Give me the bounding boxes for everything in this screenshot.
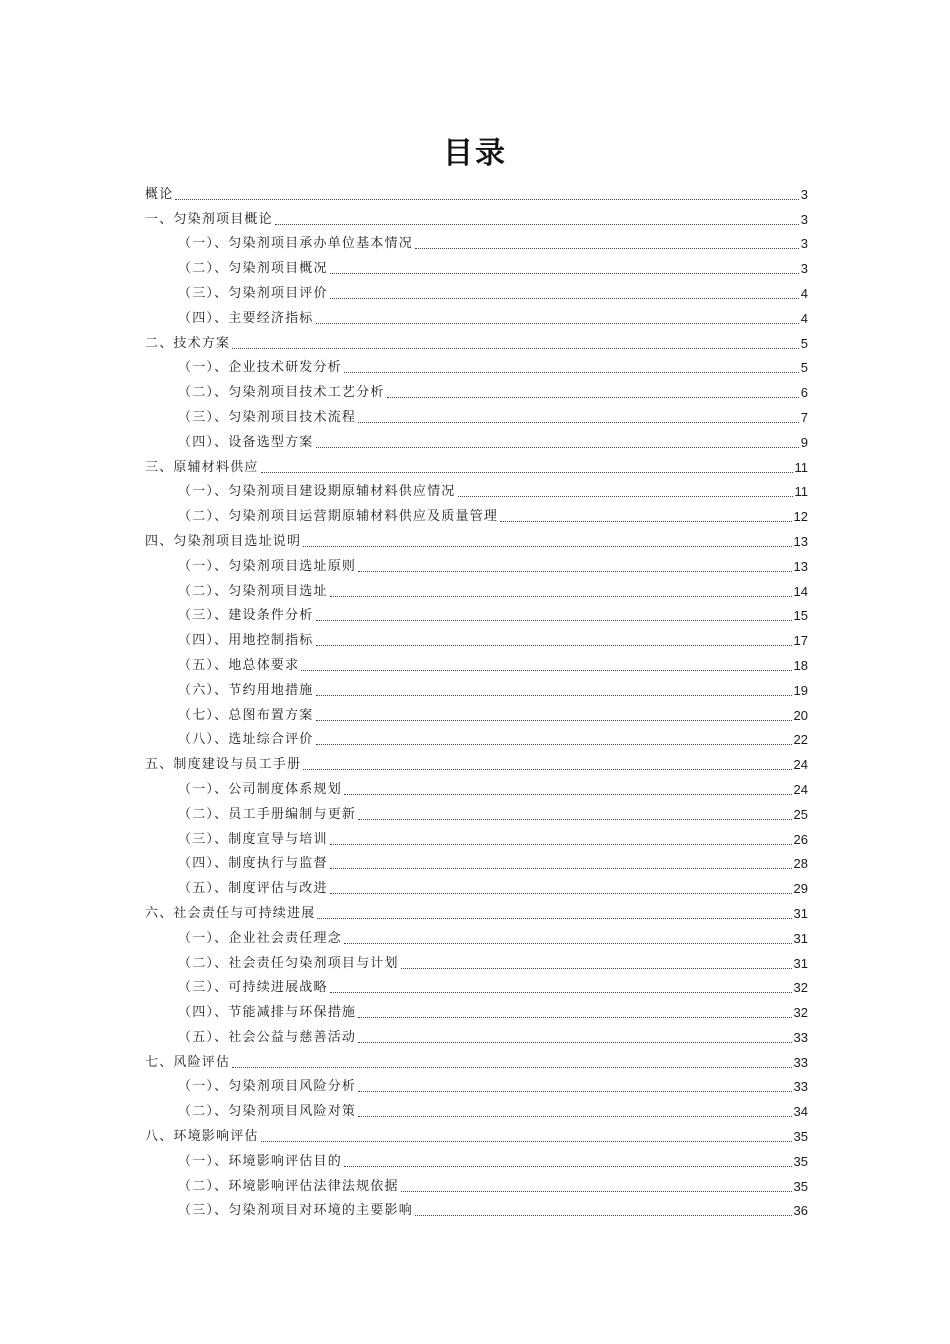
toc-dot-leader bbox=[316, 743, 792, 745]
toc-entry-page-number: 15 bbox=[793, 608, 808, 624]
toc-dot-leader bbox=[316, 446, 799, 448]
toc-entry[interactable] bbox=[145, 476, 808, 501]
toc-dot-leader bbox=[316, 644, 792, 646]
toc-entry-page-number: 9 bbox=[800, 434, 808, 450]
toc-entry-label: 八、环境影响评估 bbox=[145, 1129, 259, 1145]
toc-entry[interactable] bbox=[145, 897, 808, 922]
toc-entry-page-number: 4 bbox=[800, 285, 808, 301]
toc-entry-page-number: 3 bbox=[800, 211, 808, 227]
toc-entry[interactable] bbox=[145, 600, 808, 625]
toc-entry-label: 七、风险评估 bbox=[145, 1054, 231, 1070]
toc-entry[interactable] bbox=[145, 848, 808, 873]
toc-entry-page-number: 19 bbox=[793, 682, 808, 698]
toc-entry-label: （四）、用地控制指标 bbox=[178, 633, 314, 649]
toc-dot-leader bbox=[358, 1016, 791, 1018]
toc-entry-label: （三）、制度宣导与培训 bbox=[178, 831, 328, 847]
toc-entry-label: （一）、企业社会责任理念 bbox=[178, 930, 342, 946]
toc-entry[interactable] bbox=[145, 1021, 808, 1046]
toc-entry[interactable] bbox=[145, 674, 808, 699]
toc-dot-leader bbox=[401, 967, 792, 969]
toc-entry[interactable] bbox=[145, 872, 808, 897]
toc-entry-label: （七）、总图布置方案 bbox=[178, 707, 314, 723]
toc-entry-label: 五、制度建设与员工手册 bbox=[145, 757, 302, 773]
toc-entry-label: （一）、企业技术研发分析 bbox=[178, 360, 342, 376]
toc-dot-leader bbox=[261, 471, 793, 473]
toc-entry-label: 一、匀染剂项目概论 bbox=[145, 211, 273, 227]
toc-entry-page-number: 3 bbox=[800, 236, 808, 252]
toc-entry[interactable] bbox=[145, 699, 808, 724]
toc-entry[interactable] bbox=[145, 401, 808, 426]
toc-dot-leader bbox=[330, 843, 792, 845]
toc-entry-page-number: 33 bbox=[793, 1079, 808, 1095]
toc-entry-label: 六、社会责任与可持续进展 bbox=[145, 905, 316, 921]
toc-entry-label: 三、原辅材料供应 bbox=[145, 459, 259, 475]
toc-entry[interactable] bbox=[145, 823, 808, 848]
toc-entry[interactable] bbox=[145, 252, 808, 277]
toc-dot-leader bbox=[301, 669, 791, 671]
toc-entry-label: （四）、制度执行与监督 bbox=[178, 856, 328, 872]
toc-entry-label: （一）、匀染剂项目承办单位基本情况 bbox=[178, 236, 413, 252]
toc-entry-page-number: 31 bbox=[793, 930, 808, 946]
toc-entry[interactable] bbox=[145, 1170, 808, 1195]
toc-entry-page-number: 13 bbox=[793, 558, 808, 574]
toc-entry-label: （二）、匀染剂项目风险对策 bbox=[178, 1104, 357, 1120]
toc-entry-label: （五）、地总体要求 bbox=[178, 657, 300, 673]
toc-entry-label: （三）、可持续进展战略 bbox=[178, 980, 328, 996]
toc-entry-page-number: 6 bbox=[800, 385, 808, 401]
toc-entry[interactable] bbox=[145, 649, 808, 674]
toc-entry[interactable] bbox=[145, 996, 808, 1021]
toc-entry-page-number: 5 bbox=[800, 360, 808, 376]
toc-entry-label: 四、匀染剂项目选址说明 bbox=[145, 533, 302, 549]
toc-entry-page-number: 11 bbox=[794, 484, 808, 500]
toc-dot-leader bbox=[330, 272, 799, 274]
toc-dot-leader bbox=[358, 421, 799, 423]
toc-entry[interactable] bbox=[145, 947, 808, 972]
toc-dot-leader bbox=[330, 297, 799, 299]
toc-entry-page-number: 7 bbox=[800, 409, 808, 425]
toc-entry-page-number: 11 bbox=[794, 459, 808, 475]
toc-entry[interactable] bbox=[145, 277, 808, 302]
toc-dot-leader bbox=[175, 198, 798, 200]
toc-entry-page-number: 12 bbox=[793, 509, 808, 525]
toc-dot-leader bbox=[358, 1090, 791, 1092]
toc-dot-leader bbox=[358, 1115, 791, 1117]
toc-entry-label: （三）、匀染剂项目对环境的主要影响 bbox=[178, 1203, 413, 1219]
toc-dot-leader bbox=[330, 892, 792, 894]
toc-entry-page-number: 14 bbox=[793, 583, 808, 599]
toc-entry[interactable] bbox=[145, 500, 808, 525]
toc-entry-page-number: 26 bbox=[793, 831, 808, 847]
toc-dot-leader bbox=[275, 223, 799, 225]
toc-dot-leader bbox=[358, 570, 791, 572]
toc-entry-label: （一）、公司制度体系规划 bbox=[178, 781, 342, 797]
toc-entry[interactable] bbox=[145, 724, 808, 749]
toc-entry[interactable] bbox=[145, 624, 808, 649]
toc-entry[interactable] bbox=[145, 922, 808, 947]
toc-dot-leader bbox=[415, 1214, 792, 1216]
toc-dot-leader bbox=[317, 917, 791, 919]
toc-entry-label: （二）、匀染剂项目选址 bbox=[178, 583, 328, 599]
toc-entry-page-number: 24 bbox=[793, 781, 808, 797]
toc-entry[interactable] bbox=[145, 748, 808, 773]
toc-entry-page-number: 31 bbox=[793, 955, 808, 971]
toc-dot-leader bbox=[458, 495, 793, 497]
toc-entry-page-number: 35 bbox=[793, 1153, 808, 1169]
toc-dot-leader bbox=[344, 793, 792, 795]
toc-entry-label: （八）、选址综合评价 bbox=[178, 732, 314, 748]
toc-entry-page-number: 5 bbox=[800, 335, 808, 351]
toc-entry-page-number: 33 bbox=[793, 1029, 808, 1045]
toc-entry[interactable] bbox=[145, 178, 808, 203]
toc-entry-label: （四）、主要经济指标 bbox=[178, 310, 314, 326]
toc-entry[interactable] bbox=[145, 327, 808, 352]
toc-entry-page-number: 32 bbox=[793, 980, 808, 996]
toc-entry[interactable] bbox=[145, 426, 808, 451]
toc-entry[interactable] bbox=[145, 352, 808, 377]
toc-dot-leader bbox=[303, 545, 791, 547]
toc-entry[interactable] bbox=[145, 203, 808, 228]
toc-entry-page-number: 35 bbox=[793, 1178, 808, 1194]
toc-dot-leader bbox=[415, 247, 799, 249]
toc-dot-leader bbox=[344, 942, 792, 944]
toc-entry-label: （三）、匀染剂项目技术流程 bbox=[178, 409, 357, 425]
toc-entry-label: （一）、匀染剂项目风险分析 bbox=[178, 1079, 357, 1095]
toc-entry[interactable] bbox=[145, 1120, 808, 1145]
toc-entry-page-number: 35 bbox=[793, 1129, 808, 1145]
toc-entry[interactable] bbox=[145, 1071, 808, 1096]
toc-entry[interactable] bbox=[145, 302, 808, 327]
toc-entry-page-number: 34 bbox=[793, 1104, 808, 1120]
toc-entry-page-number: 36 bbox=[793, 1203, 808, 1219]
toc-entry[interactable] bbox=[145, 798, 808, 823]
toc-entry-page-number: 3 bbox=[800, 261, 808, 277]
toc-dot-leader bbox=[344, 1165, 792, 1167]
toc-entry[interactable] bbox=[145, 525, 808, 550]
toc-entry-page-number: 13 bbox=[793, 533, 808, 549]
toc-entry-page-number: 3 bbox=[800, 186, 808, 202]
toc-entry-page-number: 29 bbox=[793, 881, 808, 897]
toc-entry[interactable] bbox=[145, 451, 808, 476]
toc-entry-label: （一）、匀染剂项目选址原则 bbox=[178, 558, 357, 574]
toc-entry[interactable] bbox=[145, 1046, 808, 1071]
toc-entry-label: （六）、节约用地措施 bbox=[178, 682, 314, 698]
toc-entry-label: 概论 bbox=[145, 186, 174, 202]
toc-entry[interactable] bbox=[145, 575, 808, 600]
toc-entry-label: （四）、设备选型方案 bbox=[178, 434, 314, 450]
toc-entry-label: （四）、节能减排与环保措施 bbox=[178, 1005, 357, 1021]
toc-entry[interactable] bbox=[145, 1195, 808, 1220]
toc-entry-page-number: 31 bbox=[793, 905, 808, 921]
toc-dot-leader bbox=[358, 818, 791, 820]
toc-dot-leader bbox=[316, 322, 799, 324]
toc-entry-page-number: 24 bbox=[793, 757, 808, 773]
toc-entry-page-number: 33 bbox=[793, 1054, 808, 1070]
toc-entry-label: （二）、匀染剂项目运营期原辅材料供应及质量管理 bbox=[178, 509, 499, 525]
toc-dot-leader bbox=[387, 396, 799, 398]
toc-entry-page-number: 28 bbox=[793, 856, 808, 872]
toc-dot-leader bbox=[330, 595, 792, 597]
toc-entry-page-number: 18 bbox=[793, 657, 808, 673]
toc-entry-page-number: 22 bbox=[793, 732, 808, 748]
toc-entry[interactable] bbox=[145, 228, 808, 253]
toc-entry[interactable] bbox=[145, 773, 808, 798]
toc-dot-leader bbox=[232, 347, 799, 349]
toc-title: 目录 bbox=[443, 136, 507, 171]
toc-dot-leader bbox=[316, 719, 792, 721]
toc-dot-leader bbox=[401, 1190, 792, 1192]
toc-dot-leader bbox=[232, 1066, 791, 1068]
toc-list bbox=[145, 178, 808, 1219]
toc-entry-page-number: 17 bbox=[793, 633, 808, 649]
toc-entry-label: （三）、建设条件分析 bbox=[178, 608, 314, 624]
toc-entry-label: （二）、匀染剂项目技术工艺分析 bbox=[178, 385, 385, 401]
toc-dot-leader bbox=[344, 371, 799, 373]
toc-entry[interactable] bbox=[145, 972, 808, 997]
toc-entry-label: （二）、匀染剂项目概况 bbox=[178, 261, 328, 277]
toc-entry-label: 二、技术方案 bbox=[145, 335, 231, 351]
toc-dot-leader bbox=[316, 619, 792, 621]
toc-dot-leader bbox=[358, 1041, 791, 1043]
toc-dot-leader bbox=[330, 991, 792, 993]
toc-entry-label: （二）、员工手册编制与更新 bbox=[178, 806, 357, 822]
toc-dot-leader bbox=[261, 1140, 792, 1142]
toc-entry-label: （一）、环境影响评估目的 bbox=[178, 1153, 342, 1169]
toc-entry-page-number: 4 bbox=[800, 310, 808, 326]
toc-entry[interactable] bbox=[145, 1145, 808, 1170]
toc-entry-page-number: 25 bbox=[793, 806, 808, 822]
toc-entry-page-number: 20 bbox=[793, 707, 808, 723]
toc-entry[interactable] bbox=[145, 550, 808, 575]
toc-entry[interactable] bbox=[145, 376, 808, 401]
toc-entry-label: （五）、制度评估与改进 bbox=[178, 881, 328, 897]
toc-dot-leader bbox=[330, 867, 792, 869]
toc-entry-label: （二）、社会责任匀染剂项目与计划 bbox=[178, 955, 399, 971]
toc-entry-label: （一）、匀染剂项目建设期原辅材料供应情况 bbox=[178, 484, 456, 500]
toc-dot-leader bbox=[500, 520, 791, 522]
toc-entry-label: （五）、社会公益与慈善活动 bbox=[178, 1029, 357, 1045]
toc-dot-leader bbox=[303, 768, 791, 770]
toc-entry-page-number: 32 bbox=[793, 1005, 808, 1021]
toc-entry[interactable] bbox=[145, 1095, 808, 1120]
toc-entry-label: （二）、环境影响评估法律法规依据 bbox=[178, 1178, 399, 1194]
toc-dot-leader bbox=[316, 694, 792, 696]
toc-entry-label: （三）、匀染剂项目评价 bbox=[178, 285, 328, 301]
